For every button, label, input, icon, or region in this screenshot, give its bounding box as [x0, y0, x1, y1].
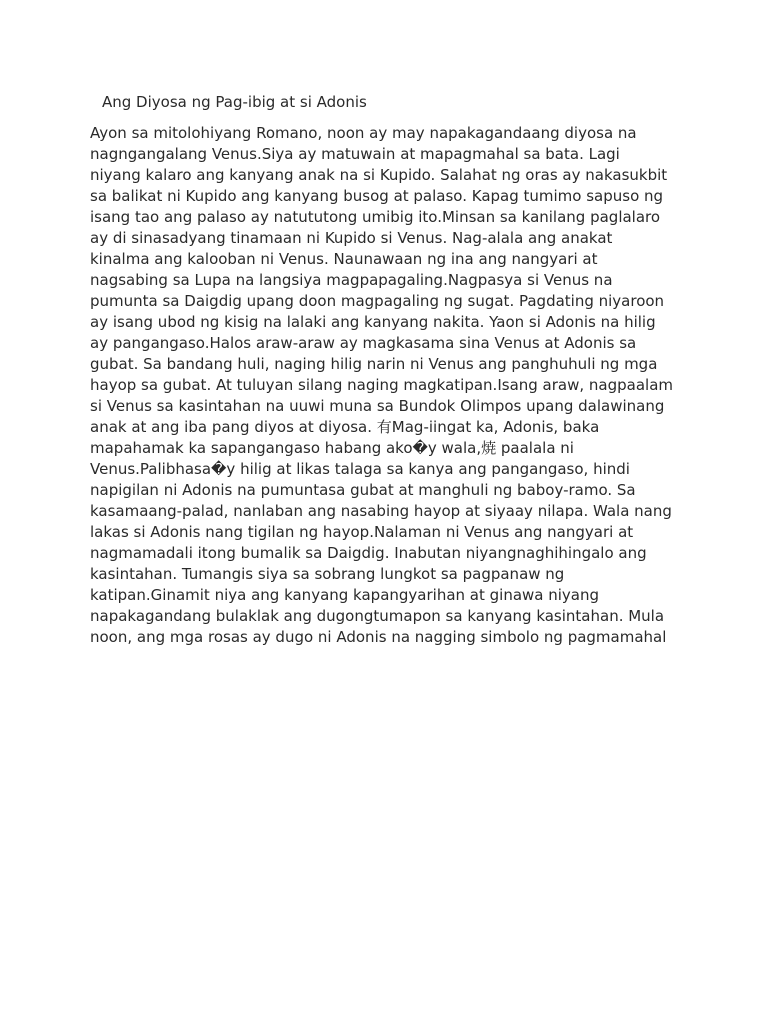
body-line: Ayon sa mitolohiyang Romano, noon ay may napakagandaang diyosa na	[90, 124, 637, 142]
body-line: pumunta sa Daigdig upang doon magpagaling ng sugat. Pagdating niyaroon	[90, 292, 665, 310]
body-line: nagsabing sa Lupa na langsiya magpapagaling.Nagpasya si Venus na	[90, 271, 613, 289]
document-title: Ang Diyosa ng Pag-ibig at si Adonis	[102, 93, 367, 111]
body-line: kasintahan. Tumangis siya sa sobrang lungkot sa pagpanaw ng	[90, 565, 565, 583]
body-line: ay pangangaso.Halos araw-araw ay magkasama sina Venus at Adonis sa	[90, 334, 637, 352]
body-line: niyang kalaro ang kanyang anak na si Kupido. Salahat ng oras ay nakasukbit	[90, 166, 668, 184]
body-line: napakagandang bulaklak ang dugongtumapon sa kanyang kasintahan. Mula	[90, 607, 665, 625]
body-line: nagmamadali itong bumalik sa Daigdig. Inabutan niyangnaghihingalo ang	[90, 544, 647, 562]
body-line: ay di sinasadyang tinamaan ni Kupido si Venus. Nag-alala ang anakat	[90, 229, 613, 247]
body-line: napigilan ni Adonis na pumuntasa gubat at manghuli ng baboy-ramo. Sa	[90, 481, 636, 499]
body-line: hayop sa gubat. At tuluyan silang naging magkatipan.Isang araw, nagpaalam	[90, 376, 674, 394]
body-line: katipan.Ginamit niya ang kanyang kapangyarihan at ginawa niyang	[90, 586, 600, 604]
body-line: noon, ang mga rosas ay dugo ni Adonis na nagging simbolo ng pagmamahal	[90, 628, 667, 646]
body-line: kasamaang-palad, nanlaban ang nasabing hayop at siyaay nilapa. Wala nang	[90, 502, 672, 520]
body-line: lakas si Adonis nang tigilan ng hayop.Nalaman ni Venus ang nangyari at	[90, 523, 634, 541]
body-line: gubat. Sa bandang huli, naging hilig narin ni Venus ang panghuhuli ng mga	[90, 355, 658, 373]
body-line: Venus.Palibhasa�y hilig at likas talaga sa kanya ang pangangaso, hindi	[90, 460, 630, 478]
body-line: anak at ang iba pang diyos at diyosa. 有Mag-iingat ka, Adonis, baka	[90, 418, 600, 436]
body-line: nagngangalang Venus.Siya ay matuwain at mapagmahal sa bata. Lagi	[90, 145, 620, 163]
body-line: si Venus sa kasintahan na uuwi muna sa Bundok Olimpos upang dalawinang	[90, 397, 665, 415]
document-body	[90, 123, 710, 648]
body-line: ay isang ubod ng kisig na lalaki ang kanyang nakita. Yaon si Adonis na hilig	[90, 313, 656, 331]
body-line: kinalma ang kalooban ni Venus. Naunawaan ng ina ang nangyari at	[90, 250, 598, 268]
body-line: mapahamak ka sapangangaso habang ako�y wala,焼 paalala ni	[90, 439, 574, 457]
body-line: sa balikat ni Kupido ang kanyang busog at palaso. Kapag tumimo sapuso ng	[90, 187, 664, 205]
body-line: isang tao ang palaso ay natututong umibig ito.Minsan sa kanilang paglalaro	[90, 208, 661, 226]
